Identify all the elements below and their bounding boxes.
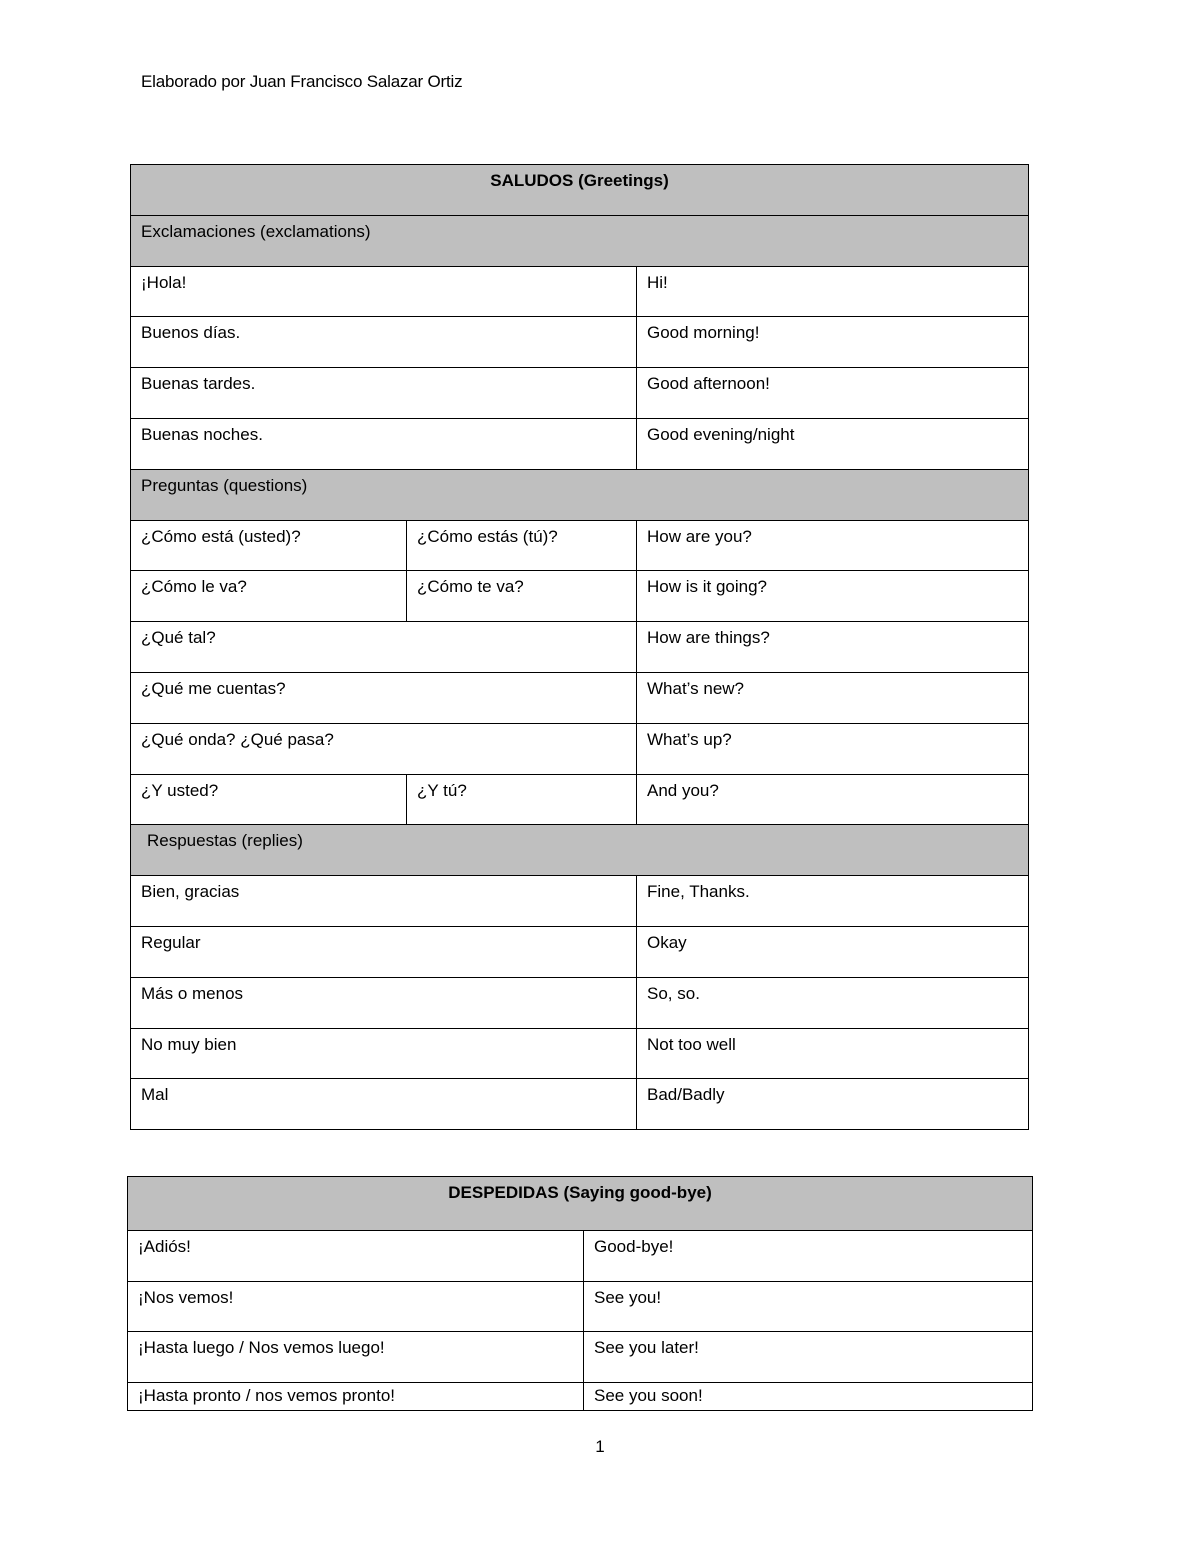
spanish-cell: Buenos días. xyxy=(131,317,637,368)
english-cell: Okay xyxy=(637,926,1029,977)
table-row xyxy=(131,876,1029,927)
english-cell: Good evening/night xyxy=(637,418,1029,469)
english-cell: Good morning! xyxy=(637,317,1029,368)
table-row xyxy=(131,622,1029,673)
english-cell: See you later! xyxy=(584,1332,1033,1383)
table-row xyxy=(131,1028,1029,1079)
table-row xyxy=(131,926,1029,977)
table-row xyxy=(131,418,1029,469)
table-row xyxy=(131,520,1029,571)
table-row xyxy=(128,1231,1033,1282)
table-row xyxy=(131,266,1029,317)
spanish-cell: No muy bien xyxy=(131,1028,637,1079)
saludos-title: SALUDOS (Greetings) xyxy=(131,165,1029,216)
english-cell: What’s new? xyxy=(637,672,1029,723)
english-cell: See you! xyxy=(584,1281,1033,1332)
english-cell: And you? xyxy=(637,774,1029,825)
page-header-author: Elaborado por Juan Francisco Salazar Ortiz xyxy=(141,72,463,91)
english-cell: Not too well xyxy=(637,1028,1029,1079)
english-cell: See you soon! xyxy=(584,1382,1033,1410)
questions-heading: Preguntas (questions) xyxy=(131,469,1029,520)
formal-cell: ¿Cómo le va? xyxy=(131,571,407,622)
english-cell: Good afternoon! xyxy=(637,368,1029,419)
spanish-cell: ¡Nos vemos! xyxy=(128,1281,584,1332)
section-heading-row xyxy=(131,469,1029,520)
informal-cell: ¿Cómo te va? xyxy=(407,571,637,622)
section-heading-row xyxy=(131,215,1029,266)
english-cell: Bad/Badly xyxy=(637,1079,1029,1130)
spanish-cell: Más o menos xyxy=(131,977,637,1028)
exclamations-heading: Exclamaciones (exclamations) xyxy=(131,215,1029,266)
table-title-row xyxy=(131,165,1029,216)
despedidas-title: DESPEDIDAS (Saying good-bye) xyxy=(128,1177,1033,1231)
english-cell: So, so. xyxy=(637,977,1029,1028)
english-cell: Hi! xyxy=(637,266,1029,317)
table-title-row xyxy=(128,1177,1033,1231)
formal-cell: ¿Y usted? xyxy=(131,774,407,825)
english-cell: Good-bye! xyxy=(584,1231,1033,1282)
table-row xyxy=(131,977,1029,1028)
table-row xyxy=(131,571,1029,622)
table-row xyxy=(131,672,1029,723)
spanish-cell: ¿Qué onda? ¿Qué pasa? xyxy=(131,723,637,774)
spanish-cell: ¡Hasta luego / Nos vemos luego! xyxy=(128,1332,584,1383)
section-heading-row xyxy=(131,825,1029,876)
english-cell: Fine, Thanks. xyxy=(637,876,1029,927)
spanish-cell: Buenas tardes. xyxy=(131,368,637,419)
formal-cell: ¿Cómo está (usted)? xyxy=(131,520,407,571)
despedidas-table xyxy=(127,1176,1033,1411)
table-row xyxy=(128,1332,1033,1383)
table-row xyxy=(128,1281,1033,1332)
table-row xyxy=(131,774,1029,825)
spanish-cell: ¡Hasta pronto / nos vemos pronto! xyxy=(128,1382,584,1410)
english-cell: What’s up? xyxy=(637,723,1029,774)
spanish-cell: ¡Adiós! xyxy=(128,1231,584,1282)
table-row xyxy=(131,317,1029,368)
table-row xyxy=(131,1079,1029,1130)
spanish-cell: Regular xyxy=(131,926,637,977)
english-cell: How are you? xyxy=(637,520,1029,571)
table-row xyxy=(131,368,1029,419)
informal-cell: ¿Y tú? xyxy=(407,774,637,825)
spanish-cell: ¿Qué tal? xyxy=(131,622,637,673)
spanish-cell: Mal xyxy=(131,1079,637,1130)
table-row xyxy=(131,723,1029,774)
spanish-cell: ¡Hola! xyxy=(131,266,637,317)
page-number: 1 xyxy=(595,1437,605,1456)
spanish-cell: Buenas noches. xyxy=(131,418,637,469)
spanish-cell: Bien, gracias xyxy=(131,876,637,927)
saludos-table xyxy=(130,164,1029,1130)
english-cell: How is it going? xyxy=(637,571,1029,622)
informal-cell: ¿Cómo estás (tú)? xyxy=(407,520,637,571)
spanish-cell: ¿Qué me cuentas? xyxy=(131,672,637,723)
table-row xyxy=(128,1382,1033,1410)
replies-heading: Respuestas (replies) xyxy=(131,825,1029,876)
english-cell: How are things? xyxy=(637,622,1029,673)
